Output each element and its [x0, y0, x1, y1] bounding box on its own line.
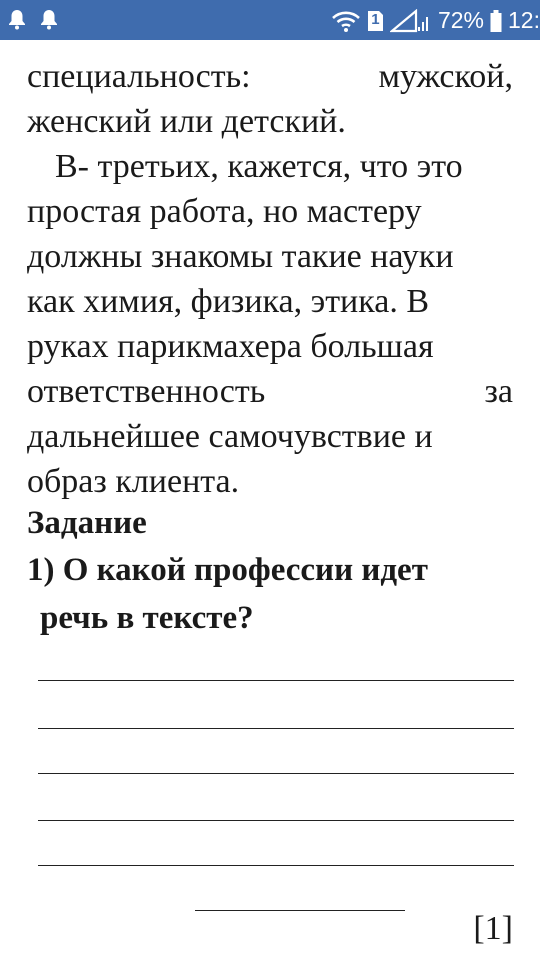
wifi-icon [331, 9, 361, 33]
answer-line [195, 910, 405, 911]
sim-icon [367, 10, 384, 32]
answer-line [38, 820, 514, 821]
task-question-line-2: речь в тексте? [40, 600, 254, 636]
document-page [0, 40, 540, 960]
sim-label: 1 [371, 10, 380, 28]
text-line: руках парикмахера большая [27, 328, 434, 365]
task-question-line-1: 1) О какой профессии идет [27, 552, 428, 588]
answer-line [38, 773, 514, 774]
clock: 12: [508, 7, 540, 33]
text-line: В- третьих, кажется, что это [55, 148, 463, 185]
answer-line [38, 728, 514, 729]
status-bar [0, 0, 540, 40]
text-line: ответственность за [27, 373, 513, 410]
battery-icon [490, 10, 502, 32]
answer-line [38, 865, 514, 866]
notification-icons [8, 8, 58, 35]
text-line: должны знакомы такие науки [27, 238, 454, 275]
text-line: простая работа, но мастеру [27, 193, 422, 230]
battery-percent: 72% [437, 7, 485, 33]
score-mark: [1] [473, 910, 513, 947]
text-line: специальность: мужской, [27, 58, 513, 95]
paragraph-1 [27, 54, 513, 144]
answer-line [38, 680, 514, 681]
status-icons [331, 7, 540, 34]
text-line: женский или детский. [27, 103, 346, 140]
text-line: как химия, физика, этика. В [27, 283, 430, 320]
paragraph-2 [27, 144, 513, 504]
text-line: дальнейшее самочувствие и [27, 418, 433, 455]
notification-bell-icon [8, 8, 26, 35]
task-title: Задание [27, 505, 147, 541]
notification-bell-icon [40, 8, 58, 35]
signal-icon [390, 9, 432, 33]
text-line: образ клиента. [27, 463, 240, 500]
